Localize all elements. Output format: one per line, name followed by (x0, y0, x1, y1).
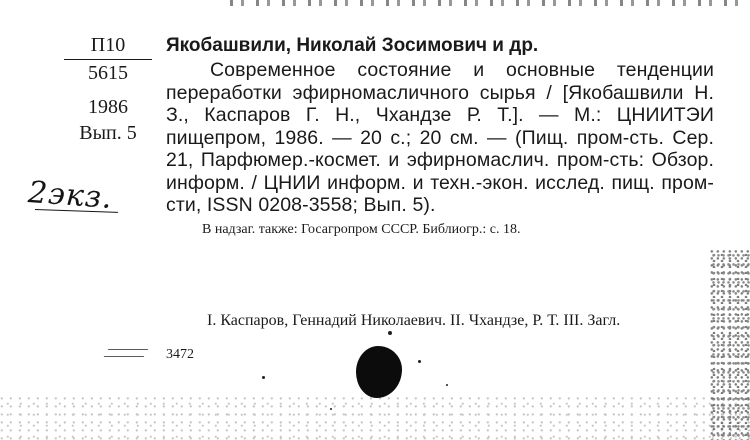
torn-top-edge (230, 0, 750, 6)
publication-year: 1986 (88, 96, 128, 118)
author-heading: Якобашвили, Николай Зосимович и др. (166, 35, 539, 56)
ink-speck (330, 408, 332, 410)
added-entries-tracings: I. Каспаров, Геннадий Николаевич. II. Чхандзе, Р. Т. III. Загл. (207, 312, 621, 329)
pen-mark (104, 349, 149, 357)
title-description: Современное состояние и основные тенденции переработки эфирномасличного сырья / [Якобашвили Н. З., Каспаров Г. Н., Чхандзе Р. Т.]. — М.: ЦНИИТЭИ пищепром, 1986. — 20 с.; 20 см. — (Пищ. пром-сть. Сер. 21, Парфюмер.-космет. и эфирномаслич. пром-сть: Обзор. информ. / ЦНИИ информ. и техн.-экон. исслед. пищ. пром-сти, ISSN 0208-3558; Вып. 5). (166, 59, 714, 216)
scan-noise-bottom (0, 396, 750, 440)
ink-speck (262, 376, 265, 379)
ink-speck (388, 331, 392, 335)
issue-number: Вып. 5 (79, 122, 137, 144)
ink-speck (446, 384, 448, 386)
bibliographic-entry (166, 35, 714, 239)
ink-speck (418, 360, 421, 363)
shelfmark-block (62, 32, 154, 146)
card-number: 3472 (166, 347, 194, 362)
shelfmark-bottom: 5615 (88, 62, 128, 84)
shelfmark-top: П10 (90, 34, 126, 56)
bottom-left-block (166, 331, 195, 363)
annotation-note: В надзаг. также: Госагропром СССР. Библиогр.: с. 18. (202, 221, 521, 237)
punched-hole (356, 346, 402, 398)
handwritten-copies-note: 2экз. (26, 175, 114, 216)
